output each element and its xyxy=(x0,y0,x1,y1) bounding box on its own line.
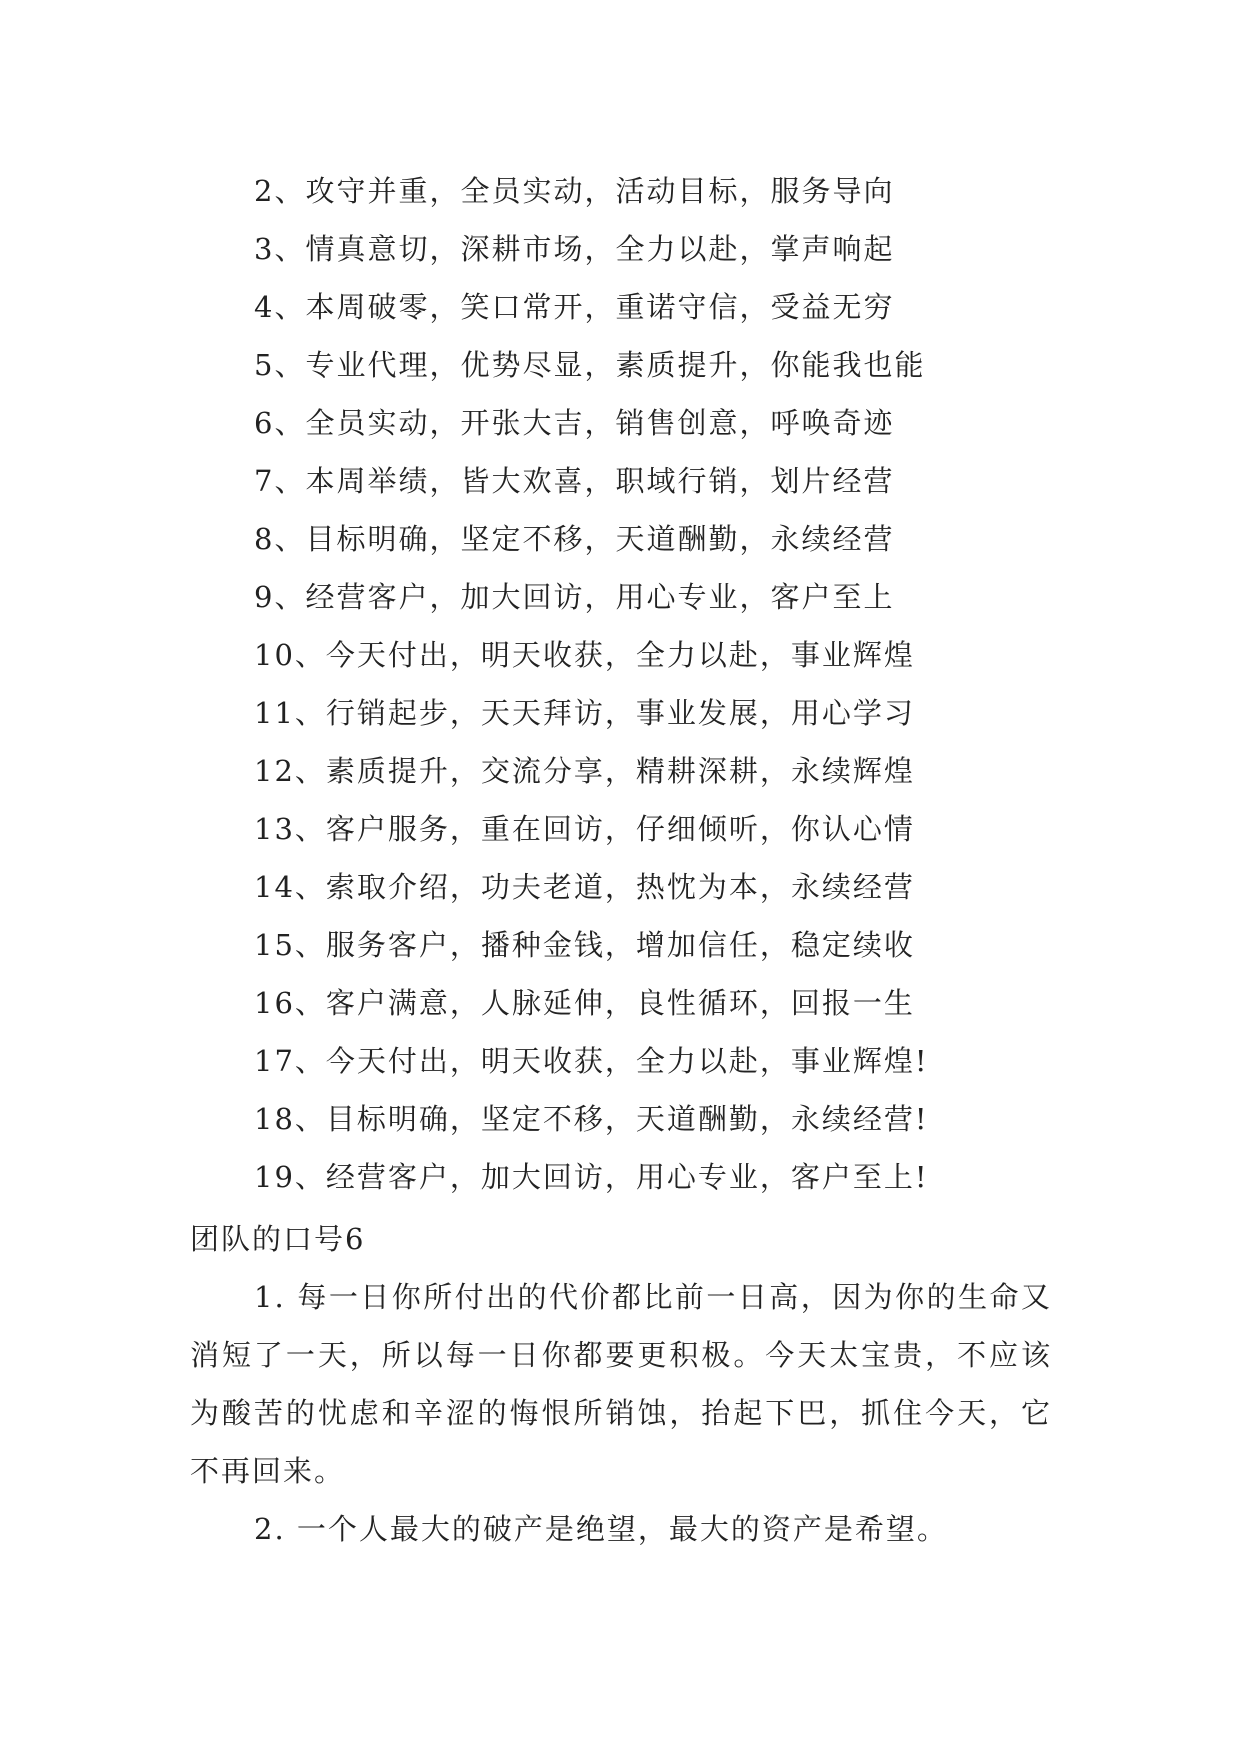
slogan-item: 15、服务客户，播种金钱，增加信任，稳定续收 xyxy=(254,928,915,962)
section-title: 团队的口号6 xyxy=(190,1222,366,1256)
slogan-list xyxy=(254,162,929,1206)
slogan-item: 2、攻守并重，全员实动，活动目标，服务导向 xyxy=(254,174,895,208)
paragraph: 2. 一个人最大的破产是绝望，最大的资产是希望。 xyxy=(254,1512,948,1546)
slogan-item: 17、今天付出，明天收获，全力以赴，事业辉煌! xyxy=(254,1044,929,1078)
slogan-item: 7、本周举绩，皆大欢喜，职域行销，划片经营 xyxy=(254,464,895,498)
slogan-item: 14、索取介绍，功夫老道，热忱为本，永续经营 xyxy=(254,870,915,904)
slogan-item: 5、专业代理，优势尽显，素质提升，你能我也能 xyxy=(254,348,926,382)
slogan-item: 9、经营客户，加大回访，用心专业，客户至上 xyxy=(254,580,895,614)
slogan-item: 13、客户服务，重在回访，仔细倾听，你认心情 xyxy=(254,812,915,846)
slogan-item: 19、经营客户，加大回访，用心专业，客户至上! xyxy=(254,1160,929,1194)
slogan-item: 8、目标明确，坚定不移，天道酬勤，永续经营 xyxy=(254,522,895,556)
slogan-item: 18、目标明确，坚定不移，天道酬勤，永续经营! xyxy=(254,1102,929,1136)
slogan-item: 6、全员实动，开张大吉，销售创意，呼唤奇迹 xyxy=(254,406,895,440)
slogan-item: 11、行销起步，天天拜访，事业发展，用心学习 xyxy=(254,696,915,730)
slogan-item: 16、客户满意，人脉延伸，良性循环，回报一生 xyxy=(254,986,915,1020)
slogan-item: 4、本周破零，笑口常开，重诺守信，受益无穷 xyxy=(254,290,895,324)
slogan-item: 3、情真意切，深耕市场，全力以赴，掌声响起 xyxy=(254,232,895,266)
slogan-item: 10、今天付出，明天收获，全力以赴，事业辉煌 xyxy=(254,638,915,672)
slogan-item: 12、素质提升，交流分享，精耕深耕，永续辉煌 xyxy=(254,754,915,788)
paragraph: 1. 每一日你所付出的代价都比前一日高，因为你的生命又消短了一天，所以每一日你都要更积极。今天太宝贵，不应该为酸苦的忧虑和辛涩的悔恨所销蚀，抬起下巴，抓住今天，它不再回来。 xyxy=(190,1280,1052,1488)
